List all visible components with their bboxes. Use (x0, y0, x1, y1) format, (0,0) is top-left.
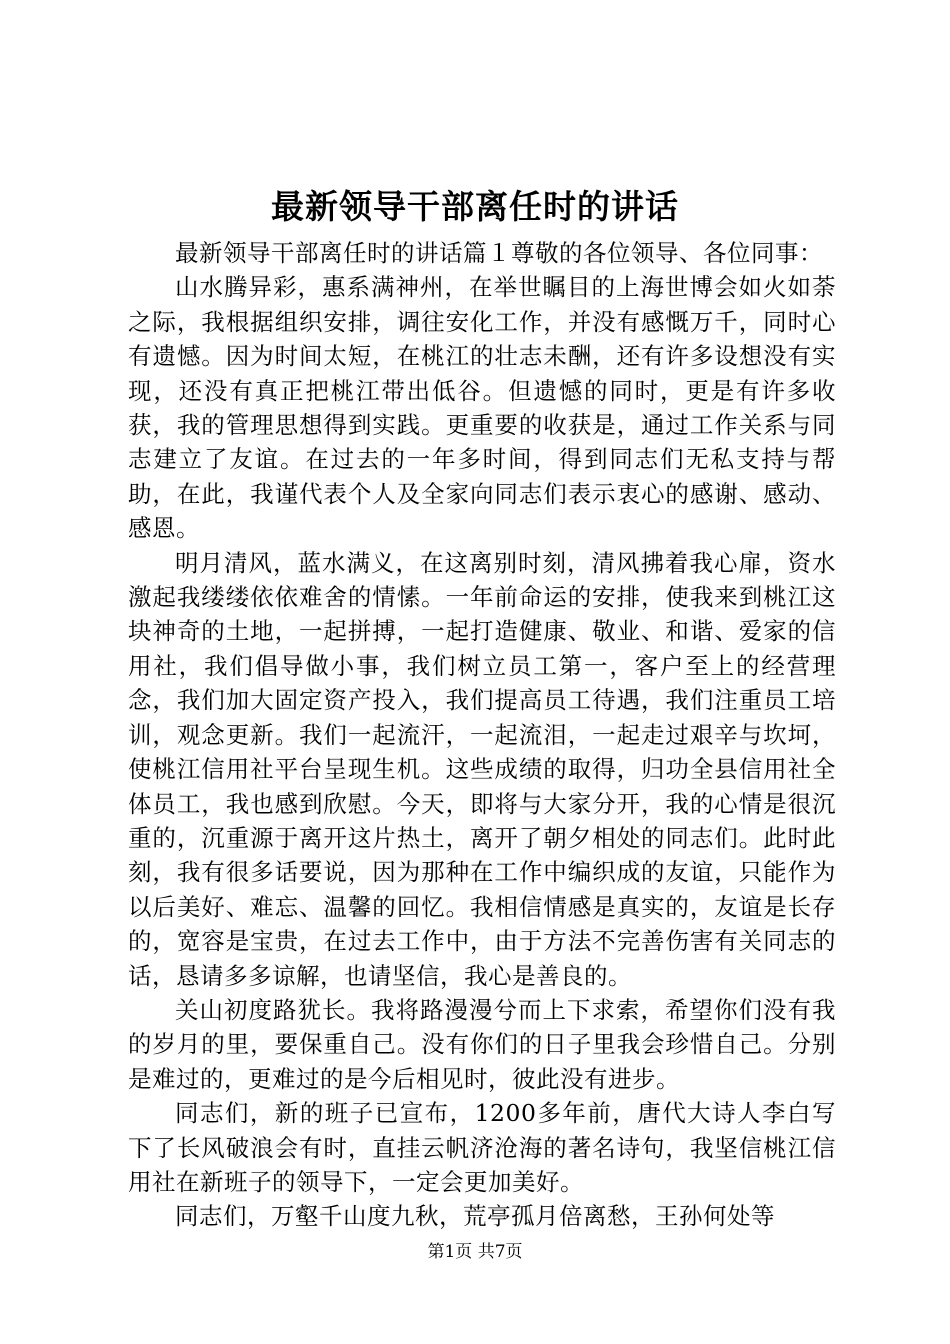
document-title: 最新领导干部离任时的讲话 (271, 187, 679, 226)
paragraph-3: 明月清风，蓝水满义，在这离别时刻，清风拂着我心扉，资水激起我缕缕依依难舍的情愫。一年前命运的安排，使我来到桃江这块神奇的土地，一起拼搏，一起打造健康、敬业、和谐、爱家的信用社，我们倡导做小事，我们树立员工第一，客户至上的经营理念，我们加大固定资产投入，我们提高员工待遇，我们注重员工培训，观念更新。我们一起流汗，一起流泪，一起走过艰辛与坎坷，使桃江信用社平台呈现生机。这些成绩的取得，归功全县信用社全体员工，我也感到欣慰。今天，即将与大家分开，我的心情是很沉重的，沉重源于离开这片热土，离开了朝夕相处的同志们。此时此刻，我有很多话要说，因为那种在工作中编织成的友谊，只能作为以后美好、难忘、温馨的回忆。我相信情感是真实的，友谊是长存的，宽容是宝贵，在过去工作中，由于方法不完善伤害有关同志的话，恳请多多谅解，也请坚信，我心是善良的。 (128, 548, 836, 990)
paragraph-5: 同志们，新的班子已宣布，1200多年前，唐代大诗人李白写下了长风破浪会有时，直挂云帆济沧海的著名诗句，我坚信桃江信用社在新班子的领导下，一定会更加美好。 (128, 1099, 836, 1196)
page-number: 第1页 共7页 (427, 1242, 523, 1262)
paragraph-1: 最新领导干部离任时的讲话篇１尊敬的各位领导、各位同事： (175, 239, 823, 267)
paragraph-6: 同志们，万壑千山度九秋，荒亭孤月倍离愁，王孙何处等 (175, 1202, 775, 1231)
paragraph-4: 关山初度路犹长。我将路漫漫兮而上下求索，希望你们没有我的岁月的里，要保重自己。没有你们的日子里我会珍惜自己。分别是难过的，更难过的是今后相见时，彼此没有进步。 (128, 995, 836, 1093)
paragraph-2: 山水腾异彩，惠系满神州，在举世瞩目的上海世博会如火如荼之际，我根据组织安排，调往安化工作，并没有感慨万千，同时心有遗憾。因为时间太短，在桃江的壮志未酬，还有许多设想没有实现，还没有真正把桃江带出低谷。但遗憾的同时，更是有许多收获，我的管理思想得到实践。更重要的收获是，通过工作关系与同志建立了友谊。在过去的一年多时间，得到同志们无私支持与帮助，在此，我谨代表个人及全家向同志们表示衷心的感谢、感动、感恩。 (128, 273, 836, 543)
document-body (128, 236, 836, 1234)
